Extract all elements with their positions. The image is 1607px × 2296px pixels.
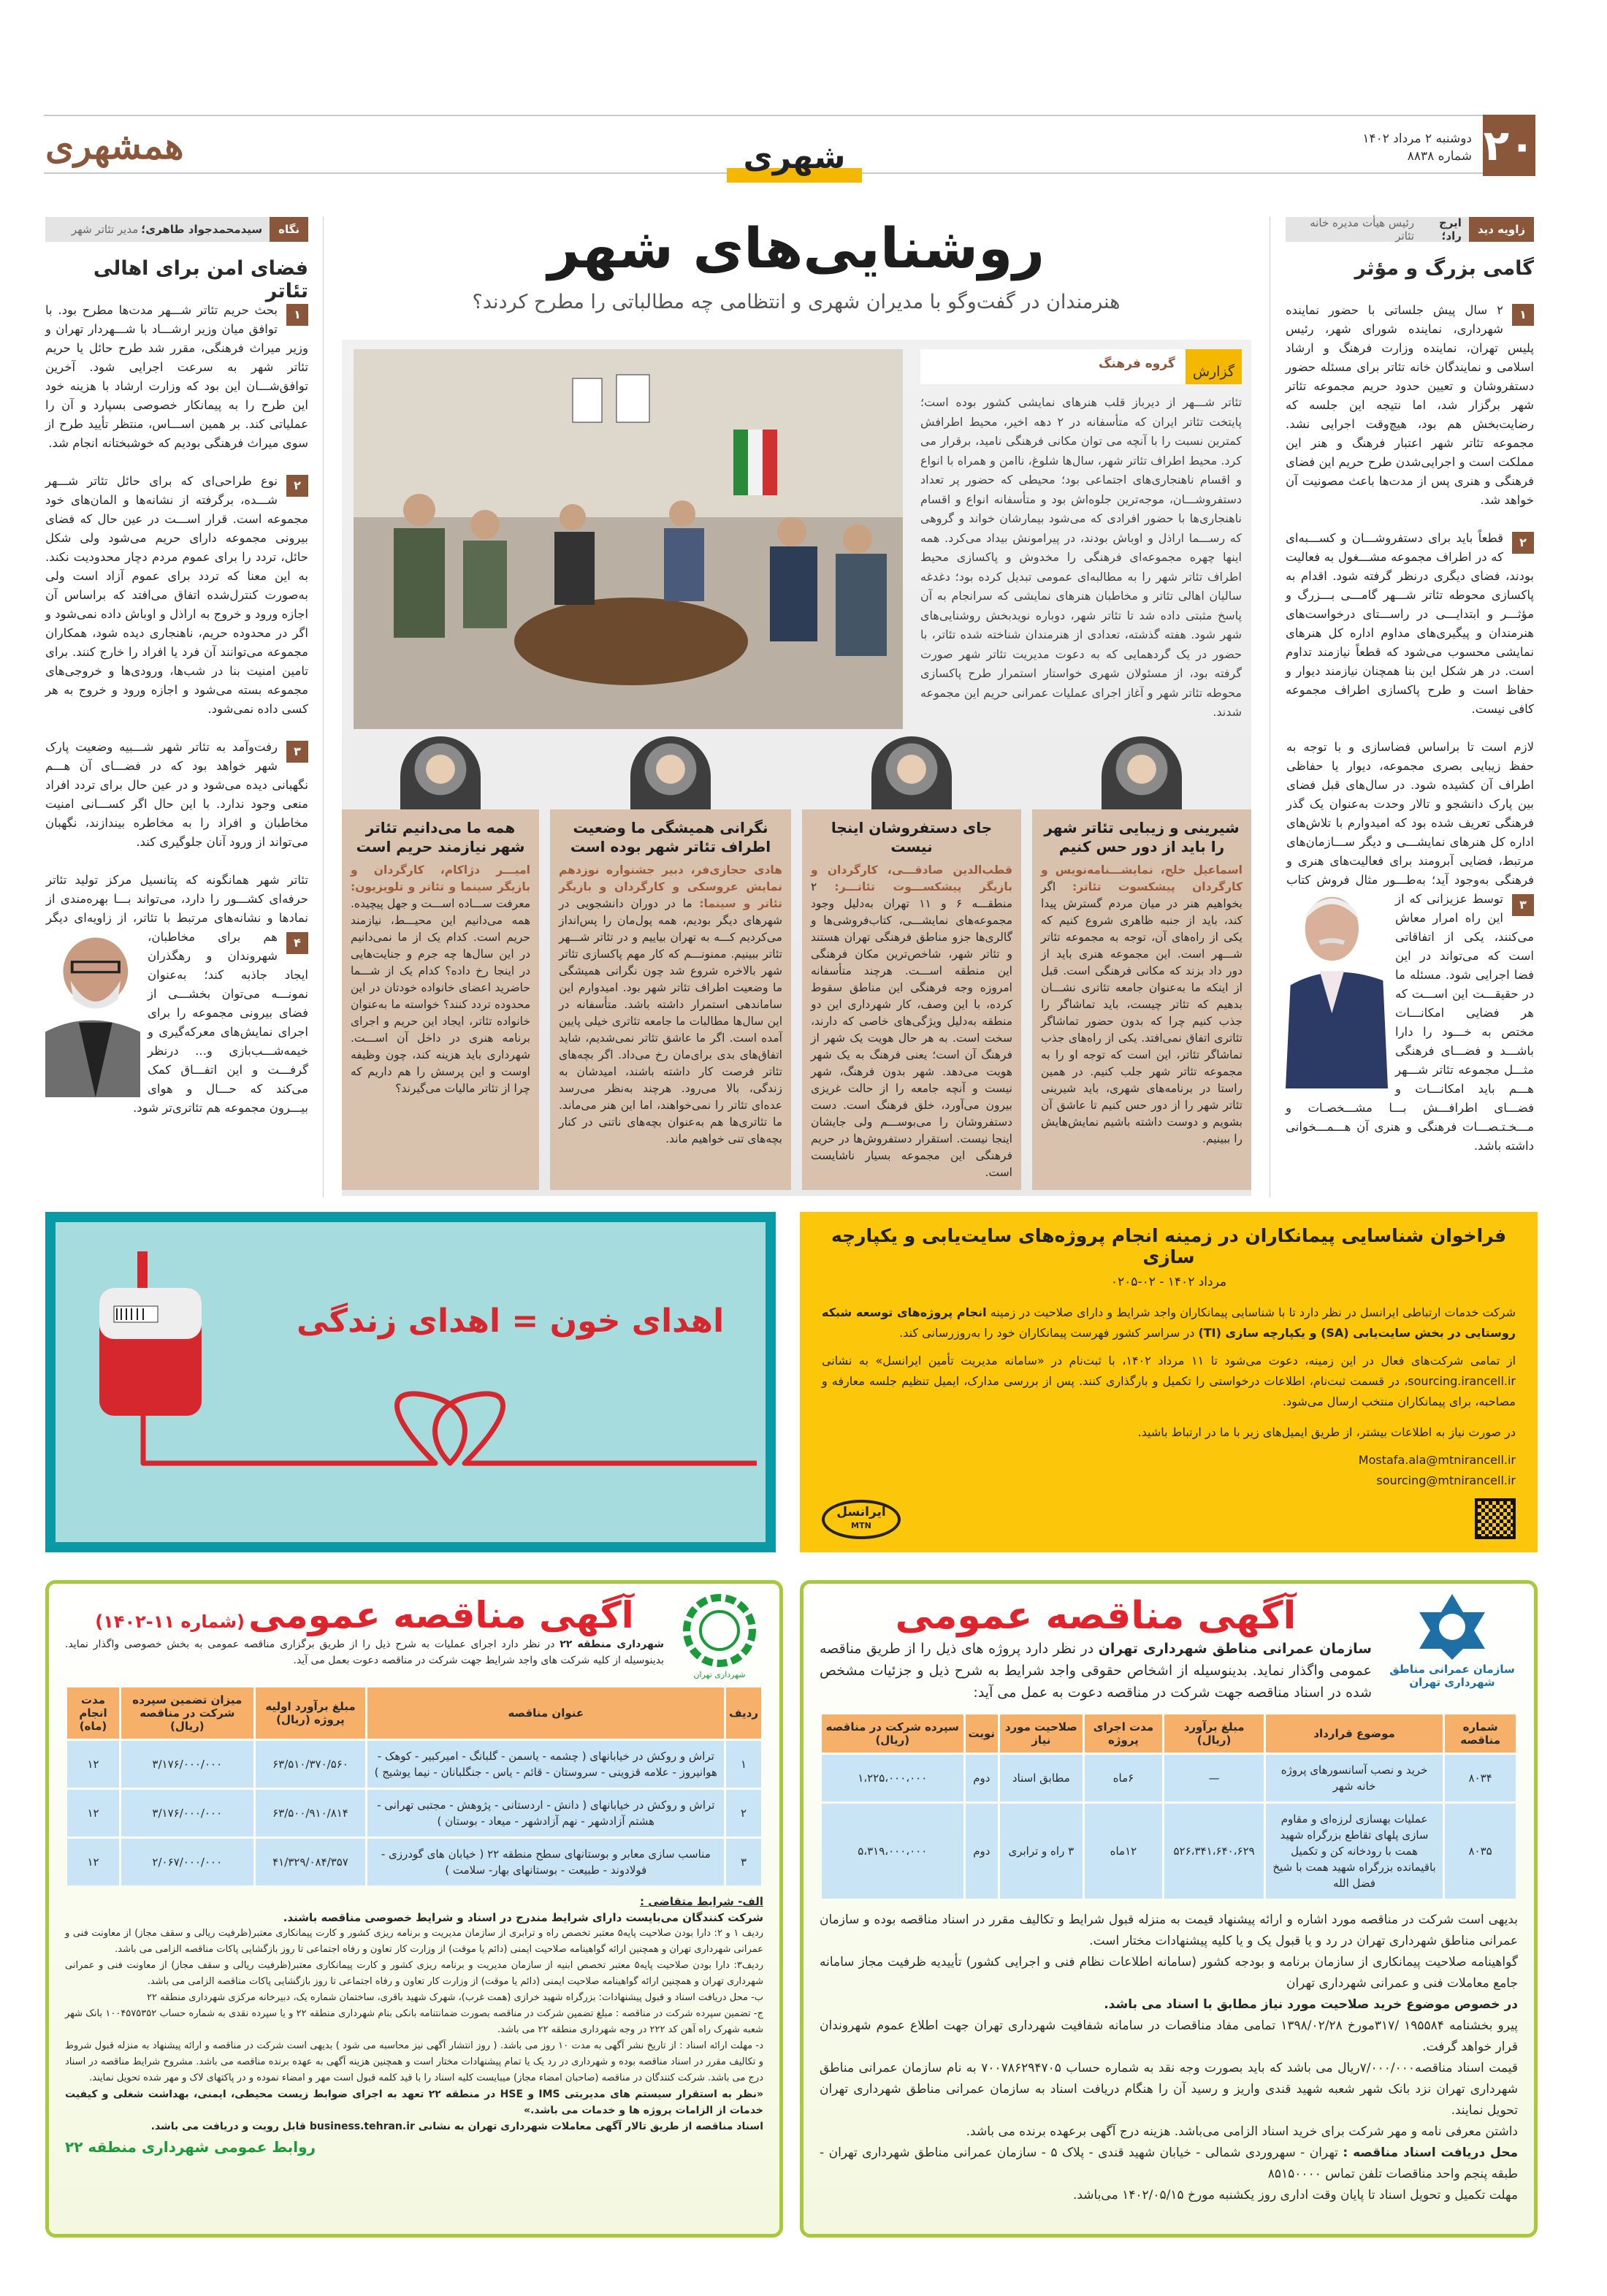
main-headline: روشنایی‌های شهر — [547, 216, 1045, 281]
author-name: سیدمحمدجواد طاهری؛ — [141, 223, 263, 236]
email-link[interactable]: Mostafa.ala@mtnirancell.ir — [1358, 1453, 1516, 1467]
right-column-body — [1286, 301, 1534, 1175]
report-author: گروه فرهنگ — [1098, 356, 1175, 371]
issue-info — [1362, 130, 1472, 165]
tender-signature: روابط عمومی شهرداری منطقه ۲۲ — [65, 2138, 316, 2156]
tender-title: آگهی مناقصه عمومی — [895, 1594, 1297, 1638]
right-column-title: گامی بزرگ و مؤثر — [1354, 257, 1534, 280]
column-section: ۴ تئاتر شهر همانگونه که پتانسیل مرکز تولید تئاتر حرفه‌ای کشـــور را دارد، می‌تواند بـــا بهره‌مندی از نمادها و نشانه‌های مرتبط با تئاتر، از زاویه‌ای دیگر هم برای مخاطبان، شهروندان و رهگذران ایجاد جاذبه کند؛ به‌عنوان نمونـــه می‌توان بخشـــی از فضای بیرونی مجموعه را برای اجرای نمایش‌های معرکه‌گیری و خیمه‌شـــب‌بازی و... درنظر گرفـــت و این اتفـــاق کمک می‌کند که حـــال و هوای بیـــرون مجموعه هم تئاتری‌تر شود. — [46, 873, 308, 1115]
tender-title: آگهی مناقصه عمومی — [248, 1594, 634, 1636]
author-role: رئیس هیأت مدیره خانه تئاتر — [1310, 216, 1414, 243]
meeting-photo — [354, 349, 903, 729]
star-logo-icon — [1412, 1594, 1492, 1660]
omrani-logo: سازمان عمرانی مناطق شهرداری تهران — [1386, 1594, 1518, 1704]
tender-intro: شهرداری منطقه ۲۲ در نظر دارد اجرای عملیات به شرح ذیل را از طریق برگزاری مناقصه عمومی به بخش خصوصی واگذار نماید. بدینوسیله از کلیه شرکت های واجد شرایط جهت شرکت در مناقصه دعوت بعمل می آید. — [65, 1639, 664, 1666]
interview-hejazifar: نگرانی همیشگی ما وضعیت اطراف تئاتر شهر بوده است هادی حجازی‌فر، دبیر جشنواره نوزدهم نمایش عروسکی و کارگردان و بازیگر تئاتر و سینما: ما در دوران دانشجویی در شهرهای دیگر بودیم، همه پول‌مان را پس‌انداز می‌کردیم کـــه به تهران بیاییم و در تئاتر شـــهر تئاتر ببینیم. ممنونـــم که کار مهم پاکسازی تئاتر شهر بالاخره شروع شد چون نگرانی همیشگی ما وضعیت اطراف تئاتر شهر بود. امیدوارم این ساماندهی استمرار داشته باشد. متأسفانه در این سال‌ها مطالبات ما جامعه تئاتری خیلی پایین آمده است. اگر ما عاشق تئاتر نمی‌شدیم، شاید اتفاق‌های بدی برای‌مان رخ می‌داد. اگر بچه‌های تئاتر فرصت کار داشته باشند، امیدشان به زندگی، بالا می‌رود. هرچند به‌نظر می‌رسد عده‌ای تئاتر را نمی‌خواهند، اما این هنر می‌ماند. ما تئاتری‌ها هم به‌عنوان بچه‌های ناتنی در کنار بچه‌های تنی خواهیم ماند. — [550, 809, 791, 1190]
tender-intro: سازمان عمرانی مناطق شهرداری تهران در نظر دارد پروژه های ذیل را از طریق مناقصه عمومی واگذار نماید. بدینوسیله از اشخاص حقوقی واجد شرایط به شرح ذیل و جزئیات مشخص شده در اسناد مناقصه جهت شرکت در مناقصه دعوت به عمل می آید: — [820, 1641, 1372, 1701]
left-column-body — [45, 301, 308, 1137]
table-header-row: ردیف عنوان مناقصه مبلغ برآورد اولیه پروژه (ریال) میزان تضمین سپرده شرکت در مناقصه (ریال) مدت انجام (ماه) — [67, 1687, 761, 1739]
left-column-title: فضای امن برای اهالی تئاتر — [93, 257, 308, 302]
ad-paragraph: از تمامی شرکت‌های فعال در این زمینه، دعوت می‌شود تا ۱۱ مرداد ۱۴۰۲، با ثبت‌نام در «سامانه مدیریت تأمین ایرانسل» به نشانی sourcing.irancell.ir، در قسمت ثبت‌نام، اطلاعات درخواستی را تکمیل و بارگذاری کنند. پس از بررسی مدارک، ایمیل تنظیم جلسه معارفه و مصاحبه، برای پیمانکاران منتخب ارسال می‌شود. — [822, 1354, 1516, 1408]
author-role: مدیر تئاتر شهر — [71, 223, 139, 236]
portrait-hadi-hejazifar — [630, 736, 711, 809]
interview-dejakam: همه ما می‌دانیم تئاتر شهر نیازمند حریم است امیـــر دژاکام، کارگردان و بازیگر سینما و تئاتر و تلویزیون: معرفت ســـاده اســـت و جهل پیچیده. همه می‌دانیم این محیـــط، نیازمند حریم است. کدام یک از ما نمی‌دانیم در این سال‌ها چه جرم و جنایت‌هایی در اینجا رخ داده؟ کدام یک از شـــما حاضرید اعضای خانواده خودتان در این محدوده تردد کنند؟ خواسته ما به‌عنوان خانواده تئاتر، ایجاد این حریم و اجرای برنامه هنری در داخل آن اســـت. شهرداری باید هزینه کند، چون وظیفه اوست و این پرسش را هم داریم که چرا از تئاتر مالیات می‌گیرند؟ — [342, 809, 539, 1190]
ad-title: فراخوان شناسایی پیمانکاران در زمینه انجام پروژه‌های سایت‌یابی و یکپارچه سازی — [831, 1225, 1507, 1267]
issue-number: شماره ۸۸۳۸ — [1407, 149, 1472, 164]
report-intro — [920, 349, 1242, 722]
table-row: ۲ تراش و روکش در خیابانهای ( دانش - اردستانی - پژوهش - مجتبی تهرانی - هشتم آزادشهر - نهم آزادشهر - میعاد - بوستان ) ۶۳/۵۰۰/۹۱۰/۸۱۴ ۳/۱۷۶/۰۰۰/۰۰۰ ۱۲ — [67, 1790, 761, 1837]
tender-table — [820, 1712, 1518, 1901]
tender-conditions: الف- شرایط متقاضی : شرکت کنندگان می‌بایست دارای شرایط مندرج در اسناد و شرایط خصوصی مناقصه باشند. ردیف ۱ و ۲: دارا بودن صلاحیت پایه۵ معتبر تخصص راه و ترابری از سازمان مدیریت و برنامه ریزی کشور و کارت پیمانکاری معتبر(ظرفیت ریالی و سقف مجاز) از معاونت فنی و عمرانی شهرداری تهران و همچنین ارائه گواهینامه صلاحیت ایمنی (دائم یا موقت) از وزارت کار تعاون و رفاه اجتماعی تا روز بازگشایی پاکات مناقصه الزامی می باشد. ردیف۳: دارا بودن صلاحیت پایه۵ معتبر تخصص ابنیه از سازمان مدیریت و برنامه ریزی کشور و کارت پیمانکاری معتبر(ظرفیت ریالی و سقف مجاز) از معاونت فنی و عمرانی شهرداری تهران و همچنین ارائه گواهینامه صلاحیت ایمنی (دائم یا موقت) از وزارت کار تعاون و رفاه اجتماعی تا روز بازگشایی پاکات مناقصه الزامی می باشد. ب- محل دریافت اسناد و قبول پیشنهادات: بزرگراه شهید خرازی (همت غرب)، شهرک شهید باقری، ساختمان شماره یک، دبیرخانه مرکزی شهرداری منطقه ۲۲ ج- تضمین سپرده شرکت در مناقصه : مبلغ تضمین شرکت در مناقصه بصورت ضمانتنامه بانکی بنام شهرداری منطقه ۲۲ و یا سپرده نقدی به شماره حساب ۱۰۰۴۵۷۵۳۵۲ بانک شهر شعبه شهرک راه آهن کد ۲۲۲ در وجه شهرداری منطقه ۲۲ می باشد. د- مهلت ارائه اسناد : از تاریخ نشر آگهی به مدت ۱۰ روز می باشد. ( روز انتشار آگهی نیز محاسبه می شود ) بدیهی است شرکت در مناقصه و ارائه پیشنهاد به منزله قبول شروط و تکالیف مقرر در اسناد مناقصه بوده و شهرداری در رد یک یا تمام پیشنهادات مختار است و همچنین هزینه آگهی به عهده برنده مناقصه می باشد. مشروح شرایط مناقصه در اسناد درج می باشد. شرکت کنندگان در مناقصه (صاحبان امضاء مجاز) میبایست کلیه اسناد را با قید کلمه قبول است مهر و امضاء نموده و در پاکتهای لاک و مهر شده تحویل نمایند. «نظر به استقرار سیستم های مدیریتی IMS و HSE در منطقه ۲۲ تعهد به اجرای ضوابط زیست محیطی، ایمنی، بهداشت شغلی و کیفیت خدمات از الزامات پروژه ها و خدمات می باشد.» اسناد مناقصه از طریق تالار آگهی معاملات شهرداری تهران به نشانی business.tehran.ir قابل رویت و دریافت می باشد. روابط عمومی شهرداری منطقه ۲۲ — [65, 1895, 764, 2156]
municipality-emblem-icon — [679, 1594, 760, 1667]
section-label: شهری — [727, 139, 862, 176]
tender-terms: بدیهی است شرکت در مناقصه مورد اشاره و ارائه پیشنهاد قیمت به منزله قبول شرایط و تکالیف مقرر در اسناد مناقصه بوده و سازمان عمرانی مناطق شهرداری تهران در رد و یا قبول یک و یا کلیه پیشنهادات مختار است. گواهینامه صلاحیت پیمانکاری از سازمان برنامه و بودجه کشور (سامانه اطلاعات نظام فنی و اجرایی کشور) تأییدیه ظرفیت مجاز سامانه جامع معاملات فنی و عمرانی شهرداری تهران در خصوص موضوع خرید صلاحیت مورد نیاز مطابق با اسناد می باشد. پیرو بخشنامه ۱۹۵۵۸۴ /۳۱۷مورخ ۱۳۹۸/۰۲/۲۸ تمامی مفاد مناقصات در سامانه شفافیت شهرداری تهران جهت اطلاع عموم شهروندان قرار خواهد گرفت. قیمت اسناد مناقصه۷/۰۰۰/۰۰۰ریال می باشد که باید بصورت وجه نقد به شماره حساب ۷۰۰۷۸۶۲۹۴۷۰۵ به نام سازمان عمرانی مناطق شهرداری تهران نزد بانک شهر شعبه شهید قندی واریز و رسید آن را هنگام دریافت اسناد به سازمان عمرانی مناطق شهرداری تهران تحویل نمایند. داشتن معرفی نامه و مهر شرکت برای خرید اسناد الزامی می‌باشد. هزینه درج آگهی برعهده برنده می باشد. محل دریافت اسناد مناقصه : تهران - سهروردی شمالی - خیابان شهید قندی - پلاک ۵ - سازمان عمرانی مناطق شهرداری تهران - طبقه پنجم واحد مناقصات تلفن تماس ۸۵۱۵۰۰۰۰ مهلت تکمیل و تحویل اسناد تا پایان وقت اداری روز یکشنبه مورخ ۱۴۰۲/۰۵/۱۵ می‌باشد. — [820, 1912, 1519, 2202]
portrait-ghotbeddin-sadeghi — [871, 736, 952, 809]
report-body: تئاتر شـــهر از دیرباز قلب هنرهای نمایشی کشور بوده است؛ پایتخت تئاتر ایران که متأسفانه در ۲ دهه اخیر، محیط اطرافش کمترین نسبت را با آنچه می توان مکانی فرهنگی نامید، برقرار می کرد. محیط اطراف تئاتر شهر، سال‌ها شلوغ، ناامن و همراه با انواع و اقسام ناهنجاری‌های اجتماعی بود؛ محیطی که حضور پر تعداد دستفروشـــان، موجه‌ترین جلوه‌اش بود و متأسفانه انواع و اقسام ناهنجاری‌ها با حضور افرادی که می‌شود بیمارشان خواند و گروهی که رســـما اراذل و اوباش بودند، در پیرامونش بیداد می‌کرد. همه اینها چهره مجموعه‌ای فرهنگی را مخدوش و پاکسازی محیط اطراف تئاتر شهر را به مطالبه‌ای عمومی تبدیل کرده بود؛ دغدغه سالیان اهالی تئاتر و مخاطبان هنرهای نمایشی که سرانجام به آن پاسخ مثبتی داده شد تا تئاتر شهر، دوباره نویدبخش روشنایی‌های شهر شود. هفته گذشته، تعدادی از هنرمندان شناخته شده تئاتر، با حضور در یک گردهمایی که به دعوت مدیریت تئاتر شهر صورت گرفته بود، از مسئولان شهری خواستار استمرار طرح پاکسازی محوطه تئاتر شهر و آغاز اجرای عملیات عمرانی حریم این مجموعه شدند. — [920, 395, 1242, 719]
issue-date: دوشنبه ۲ مرداد ۱۴۰۲ — [1362, 131, 1472, 146]
newspaper-logo: همشهری — [45, 124, 184, 167]
qr-code-icon — [1475, 1498, 1516, 1539]
table-row: ۸۰۳۴ خرید و نصب آسانسورهای پروژه خانه شهر — ۶ماه مطابق اسناد دوم ۱،۲۲۵،۰۰۰،۰۰۰ — [822, 1755, 1516, 1801]
blood-ad-slogan: اهدای خون = اهدای زندگی — [297, 1303, 725, 1340]
portrait-iraj-rad — [1286, 891, 1388, 1088]
blood-donation-ad — [45, 1212, 776, 1552]
email-link[interactable]: sourcing@mtnirancell.ir — [1376, 1473, 1516, 1487]
tender-number: (شماره ۱۱-۱۴۰۲) — [95, 1612, 245, 1632]
top-rule — [44, 115, 1534, 116]
column-section: ۱ بحث حریم تئاتر شـــهر مدت‌ها مطرح بود. با توافق میان وزیر ارشـــاد با شـــهردار تهران و وزیر میراث فرهنگی، مقرر شد طرح حائل یا حریم تئاتر شهر به سرعت اجرایی شود. آخرین توافق‌شـــان این بود که وزارت ارشاد با هزینه خود این طرح را به پیمانکار خصوصی بسپارد و آن را عملیاتی کند. بر همین اســـاس، منتظر تأیید طرح از سوی میراث فرهنگی بودیم که خوشبختانه انجام شد. — [45, 303, 308, 450]
ad-paragraph: در صورت نیاز به اطلاعات بیشتر، از طریق ایمیل‌های زیر با ما در ارتباط باشید. — [1137, 1425, 1516, 1439]
column-section: ۱ ۲ سال پیش جلساتی با حضور نماینده شهرداری، نماینده شورای شهر، رئیس پلیس تهران، نماینده وزارت فرهنگ و ارشاد اسلامی و نمایندگان خانه تئاتر برای مسئله حضور دستفروشان و تعیین حدود حریم مجموعه تئاتر شهر برگزار شد، اما نتیجه این جلسه که رضایت‌بخش هم بود، هیچ‌وقت اجرایی نشد. مجموعه تئاتر شهر اعتبار فرهنگ و هنر این مملکت است و اجرایی‌شدن طرح حریم این فضای فرهنگی و هنری پس از مدت‌ها باعث مصونیت آن خواهد شد. — [1286, 303, 1534, 507]
main-subheadline: هنرمندان در گفت‌وگو با مدیران شهری و انتظامی چه مطالباتی را مطرح کردند؟ — [472, 291, 1121, 313]
tehran-municipality-logo: شهرداری تهران — [676, 1594, 763, 1679]
right-column-byline — [1286, 217, 1534, 242]
column-section: ۳ لازم است تا براساس فضاسازی و با توجه به حفظ زیبایی بصری مجموعه، دیوار یا حفاظی اطراف آن کشیده شود. در سال‌های قبل فضای بین پارک دانشجو و تالار وحدت به‌عنوان یک گذر فرهنگی تعریف شده بود که امیدوارم با تلاش‌های اداره کل هنرهای نمایشـــی و دیگر ســـازمان‌های مرتبط، فضایی آبرومند برای فعالیت‌های هنری و فرهنگی به‌وجود آید؛ به‌طـــور مثال فروش کتاب توسط عزیزانی که از این راه امرار معاش می‌کنند، یکی از اتفاقاتی است که می‌تواند در این فضا اجرایی شود. مسئله ما در حقیقـــت این اســـت که هر فضایی امکانـــات مختص به خـــود را دارا باشـــد و فضـــای فرهنگی مثـــل مجموعه تئاتر شـــهر هـــم باید امکانـــات و فضـــای اطرافـــش بـــا مشـــخصـات و مـــخـتـصـــات فرهنگی و هنری آن هـــمـــخوانی داشته باشد. — [1286, 740, 1534, 1153]
column-tag: زاویه دید — [1469, 217, 1534, 242]
column-section: ۳ رفت‌وآمد به تئاتر شهر شـــبیه وضعیت پارک شهر خواهد بود که در فضـــای آن هـــم نگهبانی دیده می‌شود و در عین حال برای تردد افراد منعی وجود ندارد. با این حال اگر کســـانی امنیت مخاطبان و افراد را به مخاطره بیندازند، نگهبان می‌تواند از ورود آنان جلوگیری کند. — [45, 740, 308, 849]
blood-bag-icon — [56, 1222, 766, 1523]
irancell-ad — [800, 1212, 1538, 1552]
table-row: ۱ تراش و روکش در خیابانهای ( چشمه - یاسمن - گلبانگ - امیرکبیر - کوهک - هوانیروز - علامه قزوینی - سروستان - قائم - یاس - جنگلبانان - نیما یوشیج ) ۶۳/۵۱۰/۳۷۰/۵۶۰ ۳/۱۷۶/۰۰۰/۰۰۰ ۱۲ — [67, 1741, 761, 1788]
portrait-amir-dejakam — [400, 736, 481, 809]
column-section: ۲ نوع طراحی‌ای که برای حائل تئاتر شـــهر شـــده، برگرفته از نشانه‌ها و المان‌های خود مجموعه است. قرار اســـت در عین حال که فضای بیرونی مجموعه دارای حریم می‌شود ولی شکل حائل، تردد را برای عموم مردم دچار محدودیت نکند. به این معنا که تردد برای عموم آزاد است ولی به‌صورت کنترل‌شده اتفاق می‌افتد که براساس آن اجازه ورود و خروج به اراذل و اوباش داده نمی‌شود و اگر در محدوده حریم، ناهنجاری دیده شود، همکاران مجموعه می‌توانند آن فرد یا افراد را خارج کنند. برای تامین امنیت بنا در شب‌ها، ورودی‌ها و خروجی‌های مجموعه بسته می‌شود و اجازه ورود و خروج به هر کسی داده نمی‌شود. — [45, 474, 308, 716]
ad-emails — [822, 1450, 1516, 1491]
interview-khalaj: شیرینی و زیبایی تئاتر شهر را باید از دور حس کنیم اسماعیل خلج، نمایشـــنامه‌نویس و کارگردان پیشکسوت تئاتر: اگر بخواهیم هنر در میان مردم گسترش پیدا کند، باید از جنبه ظاهری شروع کنیم که یکی از راه‌های آن، توجه به مجموعه تئاتر شـــهر است. این مجموعه هنری باید از دور داد بزند که مکانی فرهنگی است. قبل از اینکه ما به‌عنوان جامعه تئاتری نشـــان بدهیم که تئاتر چیست، باید تماشاگر را جذب کنیم چرا که بدون حضور تماشاگر تئاتری اتفاق نمی‌افتد. یکی از راه‌های جذب تماشاگر تئاتر، این است که توجه او را به مجموعه تئاتر شهر جلب کنیم. در همین راستا در برنامه‌های شهری، باید شیرینی تئاتر شهر را از دور حس کنیم تا عاشق آن بشویم و دوست داشته باشیم نمایش‌هایش را ببینیم. — [1032, 809, 1251, 1190]
tender-table — [65, 1685, 763, 1888]
tender-ad-omrani — [800, 1580, 1538, 2238]
column-tag: نگاه — [270, 217, 308, 242]
ad-date: مرداد ۱۴۰۲ - ۰۲-۰۲۰۵ — [1110, 1275, 1227, 1289]
ad-footer — [822, 1498, 1516, 1539]
portrait-mohammadjavad-taheri — [45, 929, 140, 1097]
irancell-logo: ایرانسل MTN — [822, 1500, 901, 1539]
author-name: ایرج راد؛ — [1439, 216, 1462, 243]
table-row: ۸۰۳۵ عملیات بهسازی لرزه‌ای و مقاوم سازی پلهای تقاطع بزرگراه شهید همت با رودخانه کن و تکمیل باقیمانده بزرگراه شهید همت با شیخ فضل الله ۵۲۶،۳۴۱،۶۴۰،۶۲۹ ۱۲ماه ۳ راه و ترابری دوم ۵،۳۱۹،۰۰۰،۰۰۰ — [822, 1804, 1516, 1899]
left-column-byline — [45, 217, 308, 242]
table-row: ۳ مناسب سازی معابر و بوستانهای سطح منطقه ۲۲ ( خیابان های گودرزی - فولادوند - طبیعت - بوستانهای بهار- سلامت ) ۴۱/۳۲۹/۰۸۴/۳۵۷ ۲/۰۶۷/۰۰۰/۰۰۰ ۱۲ — [67, 1839, 761, 1885]
interview-sadeghi: جای دستفروشان اینجا نیست قطب‌الدین صادقـــی، کارگردان و بازیگر پیشکســـوت تئاتـــر: ۲ منطقـــه ۶ و ۱۱ تهران به‌دلیل وجود مجموعه‌های نمایشـــی، کتاب‌فروشی‌ها و گالری‌ها جزو مناطق فرهنگی تهران هستند و تئاتر شهر، شاخص‌ترین مکان فرهنگی این منطقه اســـت. هرچند متأسفانه امروزه وجه فرهنگی این مناطق سقوط کرده، با این وصف، کار شهرداری این دو منطقه به‌دلیل ویژگی‌های خاصی که دارند، سخت است. به هر حال هویت یک شهر از فرهنگ آن است؛ یعنی فرهنگ به یک شهر هویت می‌دهد. شهر بدون فرهنگ، شهر نیست و آنچه جامعه را از حالت غریزی بیرون می‌آورد، خلق فرهنگ است. دست دستفروشان را می‌بوســـم ولی جایشان اینجا نیست. استقرار دستفروش‌ها در حریم فرهنگی این مجموعه بسیار ناشایست است. — [802, 809, 1021, 1190]
column-section: ۲ قطعاً باید برای دستفروشـــان و کســـبه‌ای که در اطراف مجموعه مشـــغول به فعالیت بودند، فضای دیگری درنظر گرفته شود. اقدام به پاکسازی محوطه تئاتر شـــهر گامـــی بـــزرگ و مؤثـــر و ابتدایـــی در راســـتای درخواست‌های هنرمندان و پیگیری‌های مداوم اداره کل هنرهای نمایشی محسوب می‌شود که قطعاً نیازمند تداوم است. در هر شکل این بنا همچنان نیازمند دیوار و حفاظ است و طرح پاکسازی اطراف مجموعه کافی نیست. — [1286, 531, 1534, 716]
tender-ad-district22 — [45, 1580, 783, 2238]
page-number: ۲۰ — [1483, 115, 1535, 176]
ad-paragraph: شرکت خدمات ارتباطی ایرانسل در نظر دارد تا با شناسایی پیمانکاران واجد شرایط و دارای صلاحیت در زمینه انجام پروژه‌های توسعه شبکه روستایی در بخش سایت‌یابی (SA) و یکپارچه سازی (TI) در سراسر کشور فهرست پیمانکاران خود را به‌روزرسانی کند. — [822, 1305, 1516, 1340]
report-tag: گزارش — [1186, 349, 1242, 384]
portrait-esmaeil-khalaj — [1102, 736, 1182, 809]
table-header-row: شماره مناقصه موضوع قرارداد مبلغ برآورد (ریال) مدت اجرای پروژه صلاحیت مورد نیاز نوبت سپرده شرکت در مناقصه (ریال) — [822, 1715, 1516, 1752]
